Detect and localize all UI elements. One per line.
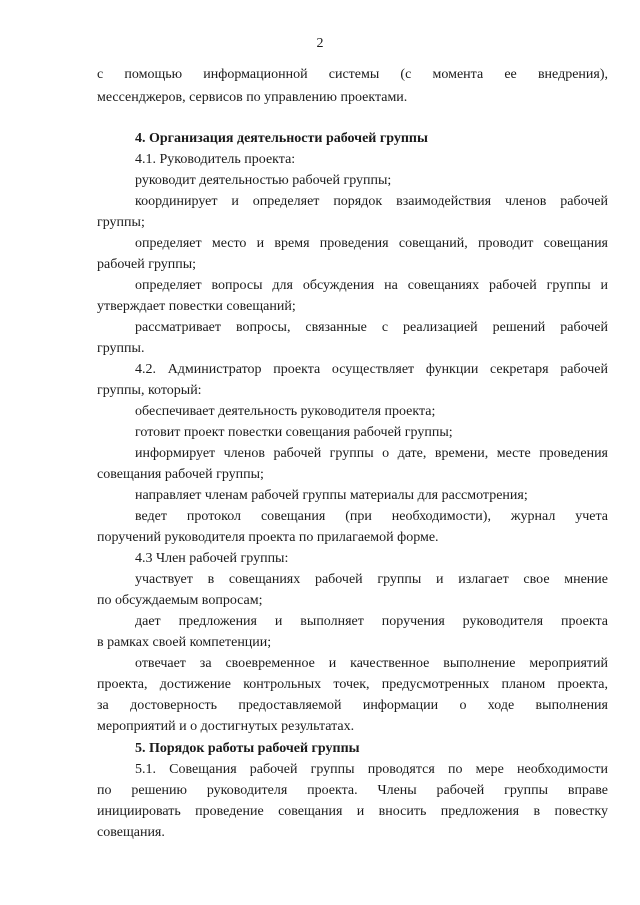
line-text: по обсуждаемым вопросам; xyxy=(97,593,263,608)
text-line xyxy=(97,89,608,107)
text-line xyxy=(135,487,608,505)
line-text: мероприятий и о достигнутых результатах. xyxy=(97,719,355,734)
line-text: дает предложения и выполняет поручения руководителя проекта xyxy=(135,614,608,629)
line-text: определяет место и время проведения совещаний, проводит совещания xyxy=(135,236,608,251)
line-text: группы; xyxy=(97,215,145,230)
text-line xyxy=(135,550,608,568)
line-text: участвует в совещаниях рабочей группы и излагает свое мнение xyxy=(135,572,608,587)
line-text: 4.2. Администратор проекта осуществляет функции секретаря рабочей xyxy=(135,362,608,377)
text-line xyxy=(97,697,608,715)
line-text: 4.3 Член рабочей группы: xyxy=(135,551,289,566)
line-text: по решению руководителя проекта. Члены рабочей группы вправе xyxy=(97,783,608,798)
line-text: определяет вопросы для обсуждения на совещаниях рабочей группы и xyxy=(135,278,608,293)
text-line xyxy=(97,782,608,800)
text-line xyxy=(135,277,608,295)
text-line xyxy=(97,214,608,232)
line-text: рабочей группы; xyxy=(97,257,197,272)
line-text: 5. Порядок работы рабочей группы xyxy=(135,741,360,756)
text-line xyxy=(97,256,608,274)
line-text: готовит проект повестки совещания рабочей группы; xyxy=(135,425,453,440)
text-line xyxy=(135,761,608,779)
line-text: руководит деятельностью рабочей группы; xyxy=(135,173,392,188)
text-line xyxy=(97,340,608,358)
line-text: координирует и определяет порядок взаимодействия членов рабочей xyxy=(135,194,608,209)
line-text: 4. Организация деятельности рабочей группы xyxy=(135,131,428,146)
text-line xyxy=(97,676,608,694)
text-line xyxy=(97,824,608,842)
line-text: рассматривает вопросы, связанные с реализацией решений рабочей xyxy=(135,320,608,335)
line-text: инициировать проведение совещания и вносить предложения в повестку xyxy=(97,804,608,819)
text-line xyxy=(135,445,608,463)
line-text: группы, который: xyxy=(97,383,202,398)
text-line xyxy=(135,403,608,421)
section-heading xyxy=(135,130,608,148)
text-line xyxy=(97,529,608,547)
line-text: 5.1. Совещания рабочей группы проводятся по мере необходимости xyxy=(135,762,608,777)
page-number: 2 xyxy=(316,36,324,51)
text-line xyxy=(97,803,608,821)
text-line xyxy=(135,361,608,379)
text-line xyxy=(135,151,608,169)
text-line xyxy=(97,298,608,316)
line-text: утверждает повестки совещаний; xyxy=(97,299,296,314)
line-text: ведет протокол совещания (при необходимости), журнал учета xyxy=(135,509,608,524)
text-line xyxy=(97,592,608,610)
text-line xyxy=(135,655,608,673)
text-line xyxy=(135,235,608,253)
line-text: проекта, достижение контрольных точек, предусмотренных планом проекта, xyxy=(97,677,608,692)
line-text: совещания рабочей группы; xyxy=(97,467,264,482)
line-text: информирует членов рабочей группы о дате, времени, месте проведения xyxy=(135,446,608,461)
section-heading xyxy=(135,740,608,758)
line-text: совещания. xyxy=(97,825,165,840)
text-line xyxy=(97,466,608,484)
text-line xyxy=(135,319,608,337)
line-text: отвечает за своевременное и качественное выполнение мероприятий xyxy=(135,656,608,671)
line-text: 4.1. Руководитель проекта: xyxy=(135,152,296,167)
line-text: поручений руководителя проекта по прилагаемой форме. xyxy=(97,530,439,545)
text-line xyxy=(135,172,608,190)
text-line xyxy=(97,718,608,736)
line-text: с помощью информационной системы (с момента ее внедрения), xyxy=(97,67,608,82)
line-text: в рамках своей компетенции; xyxy=(97,635,272,650)
text-line xyxy=(97,382,608,400)
text-line xyxy=(135,508,608,526)
text-line xyxy=(135,613,608,631)
text-line xyxy=(97,634,608,652)
text-line xyxy=(135,193,608,211)
text-line xyxy=(97,66,608,84)
line-text: обеспечивает деятельность руководителя проекта; xyxy=(135,404,436,419)
text-line xyxy=(135,571,608,589)
line-text: группы. xyxy=(97,341,145,356)
line-text: за достоверность предоставляемой информации о ходе выполнения xyxy=(97,698,608,713)
line-text: направляет членам рабочей группы материалы для рассмотрения; xyxy=(135,488,528,503)
line-text: мессенджеров, сервисов по управлению проектами. xyxy=(97,90,408,105)
text-line xyxy=(135,424,608,442)
